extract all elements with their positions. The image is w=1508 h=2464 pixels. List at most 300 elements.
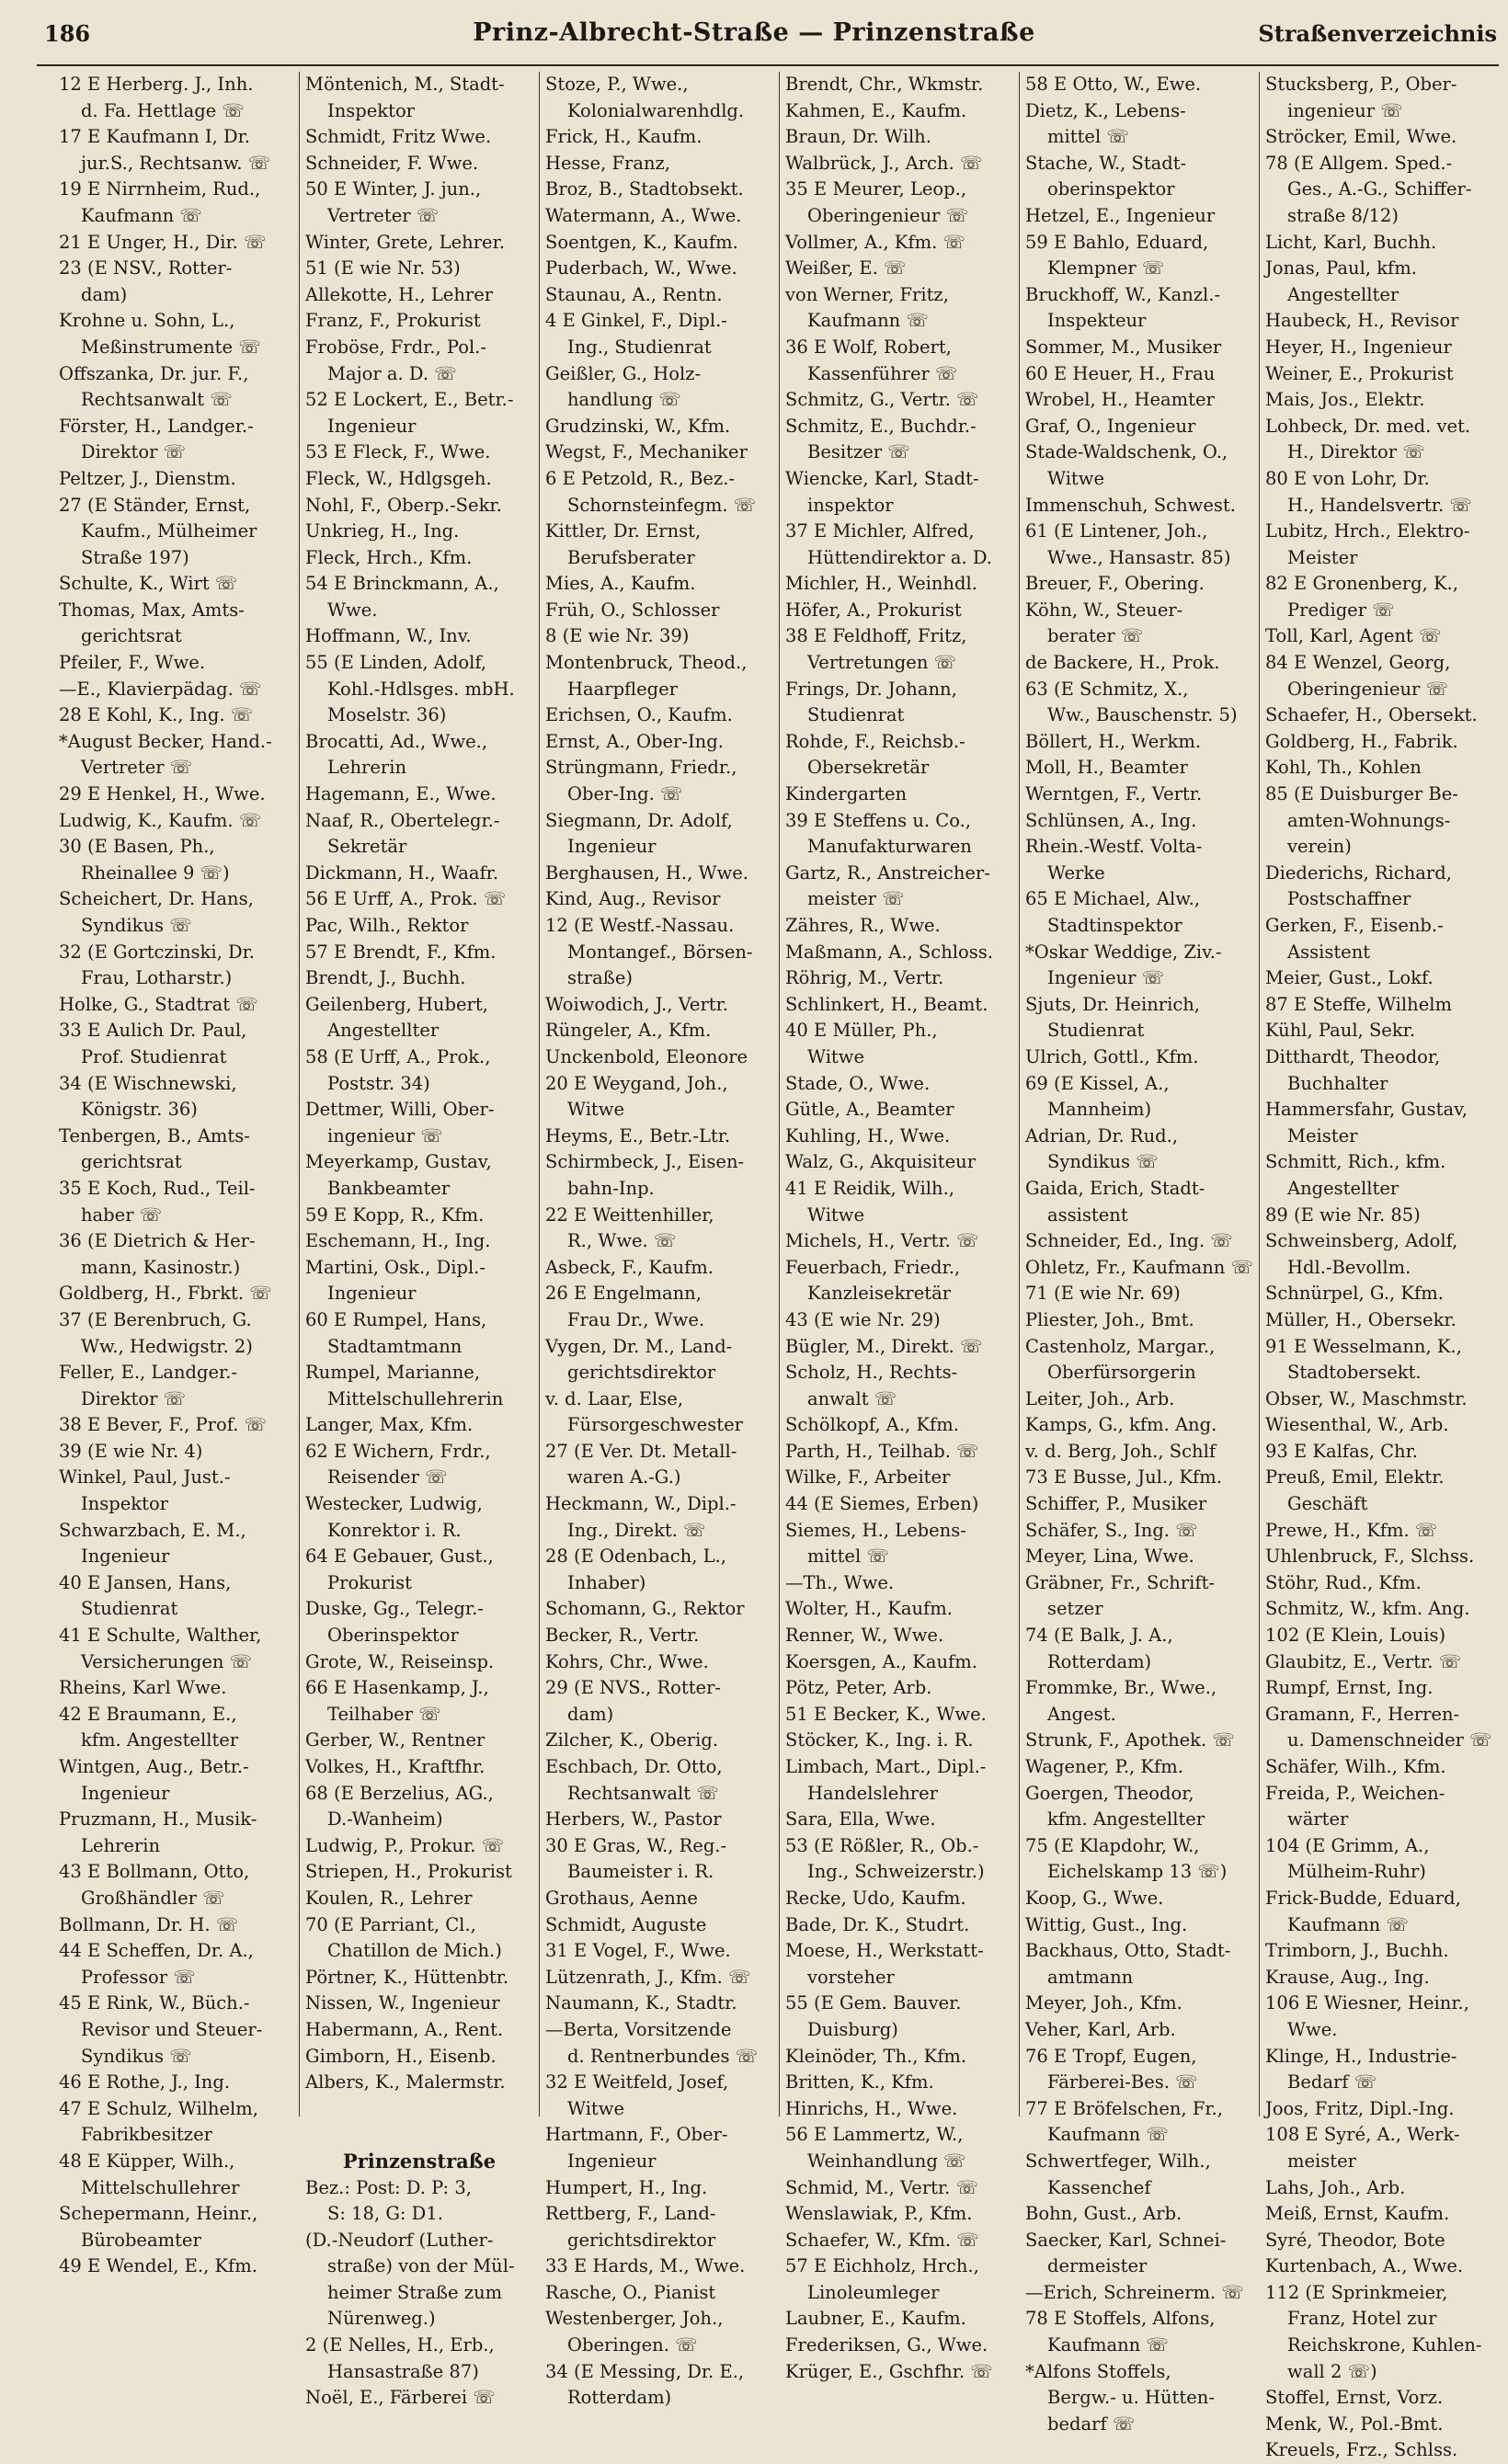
- entry-continuation: Lehrerin: [81, 1834, 161, 1856]
- directory-entry: Westecker, Ludwig,: [305, 1493, 483, 1515]
- entry-continuation: Prediger ☏: [1287, 599, 1395, 621]
- entry-continuation: Rotterdam): [1047, 1650, 1152, 1672]
- directory-entry: Koop, G., Wwe.: [1025, 1887, 1164, 1909]
- directory-entry: 48 E Küpper, Wilh.,: [59, 2150, 235, 2172]
- directory-entry: 37 E Michler, Alfred,: [785, 520, 975, 542]
- directory-entry: 56 E Urff, A., Prok. ☏: [305, 888, 507, 910]
- directory-entry: Hagemann, E., Wwe.: [305, 783, 497, 805]
- directory-entry: 65 E Michael, Alw.,: [1025, 888, 1201, 910]
- directory-entry: Gräbner, Fr., Schrift-: [1025, 1571, 1216, 1593]
- entry-continuation: S: 18, G: D1.: [327, 2203, 443, 2225]
- directory-entry: Adrian, Dr. Rud.,: [1025, 1124, 1179, 1146]
- entry-continuation: Montangef., Börsen-: [567, 941, 753, 963]
- directory-entry: Geißler, G., Holz-: [545, 362, 702, 384]
- directory-entry: 41 E Reidik, Wilh.,: [785, 1177, 954, 1199]
- directory-entry: *Alfons Stoffels,: [1025, 2360, 1171, 2382]
- directory-entry: Hartmann, F., Ober-: [545, 2124, 728, 2146]
- directory-entry: Stade-Waldschenk, O.,: [1025, 441, 1228, 463]
- directory-entry: 36 (E Dietrich & Her-: [59, 1230, 256, 1252]
- directory-entry: Menk, W., Pol.-Bmt.: [1265, 2413, 1444, 2435]
- directory-entry: Schulte, K., Wirt ☏: [59, 573, 238, 595]
- directory-entry: Feller, E., Landger.-: [59, 1362, 238, 1384]
- entry-continuation: Prokurist: [327, 1571, 412, 1593]
- directory-entry: Schweinsberg, Adolf,: [1265, 1230, 1458, 1252]
- entry-continuation: heimer Straße zum: [327, 2281, 503, 2303]
- entry-continuation: Duisburg): [807, 2018, 898, 2040]
- directory-entry: Schneider, Ed., Ing. ☏: [1025, 1230, 1233, 1252]
- directory-entry: Bez.: Post: D. P: 3,: [305, 2176, 472, 2198]
- running-title: Prinz-Albrecht-Straße — Prinzenstraße: [473, 18, 1035, 47]
- directory-entry: 106 E Wiesner, Heinr.,: [1265, 1992, 1469, 2014]
- directory-entry: Fleck, Hrch., Kfm.: [305, 546, 473, 568]
- entry-continuation: haber ☏: [81, 1203, 163, 1226]
- directory-entry: Pötz, Peter, Arb.: [785, 1677, 932, 1699]
- directory-entry: Schirmbeck, J., Eisen-: [545, 1151, 745, 1173]
- directory-entry: Schiffer, P., Musiker: [1025, 1493, 1207, 1515]
- directory-entry: Kühl, Paul, Sekr.: [1265, 1020, 1416, 1042]
- directory-entry: Rheins, Karl Wwe.: [59, 1677, 227, 1699]
- directory-entry: Dietz, K., Lebens-: [1025, 99, 1186, 121]
- directory-entry: Joos, Fritz, Dipl.-Ing.: [1265, 2097, 1455, 2119]
- directory-entry: Becker, R., Vertr.: [545, 1625, 700, 1647]
- directory-entry: Bügler, M., Direkt. ☏: [785, 1335, 983, 1357]
- directory-entry: *Oskar Weddige, Ziv.-: [1025, 941, 1222, 963]
- entry-continuation: Ingenieur: [567, 2150, 657, 2172]
- directory-entry: Wintgen, Aug., Betr.-: [59, 1756, 249, 1777]
- entry-continuation: berater ☏: [1047, 625, 1144, 647]
- directory-entry: 87 E Steffe, Wilhelm: [1265, 993, 1452, 1015]
- directory-entry: 59 E Kopp, R., Kfm.: [305, 1203, 485, 1226]
- directory-entry: 62 E Wichern, Frdr.,: [305, 1440, 491, 1462]
- directory-entry: Wittig, Gust., Ing.: [1025, 1913, 1188, 1935]
- directory-entry: Uhlenbruck, F., Slchss.: [1265, 1546, 1475, 1568]
- directory-entry: Sara, Ella, Wwe.: [785, 1808, 936, 1831]
- directory-entry: Moll, H., Beamter: [1025, 757, 1188, 779]
- directory-entry: Grothaus, Aenne: [545, 1887, 698, 1909]
- directory-entry: 30 E Gras, W., Reg.-: [545, 1834, 727, 1856]
- column-5: [1019, 72, 1259, 2435]
- directory-entry: Wilke, F., Arbeiter: [785, 1466, 951, 1489]
- directory-entry: 40 E Müller, Ph.,: [785, 1020, 938, 1042]
- directory-entry: Brendt, J., Buchh.: [305, 967, 466, 989]
- directory-entry: —Berta, Vorsitzende: [545, 2018, 732, 2040]
- entry-continuation: Stadtamtmann: [327, 1335, 463, 1357]
- entry-continuation: Mittelschullehrer: [81, 2176, 240, 2198]
- entry-continuation: meister: [1287, 2150, 1356, 2172]
- directory-entry: Ditthardt, Theodor,: [1265, 1045, 1441, 1067]
- entry-continuation: gerichtsdirektor: [567, 2229, 716, 2251]
- entry-continuation: Oberingen. ☏: [567, 2334, 698, 2356]
- entry-continuation: Fabrikbesitzer: [81, 2124, 212, 2146]
- directory-entry: Schwertfeger, Wilh.,: [1025, 2150, 1211, 2172]
- entry-continuation: Handelslehrer: [807, 1782, 938, 1804]
- directory-entry: Meyer, Lina, Wwe.: [1025, 1546, 1194, 1568]
- entry-continuation: dam): [81, 283, 128, 305]
- entry-continuation: Versicherungen ☏: [81, 1650, 253, 1672]
- directory-entry: Stache, W., Stadt-: [1025, 152, 1187, 174]
- directory-entry: 71 (E wie Nr. 69): [1025, 1283, 1181, 1305]
- directory-entry: 37 (E Berenbruch, G.: [59, 1308, 252, 1330]
- directory-entry: Goergen, Theodor,: [1025, 1782, 1194, 1804]
- directory-entry: Brendt, Chr., Wkmstr.: [785, 74, 984, 95]
- directory-entry: Preuß, Emil, Elektr.: [1265, 1466, 1445, 1489]
- directory-entry: Kohl, Th., Kohlen: [1265, 757, 1422, 779]
- directory-entry: Stucksberg, P., Ober-: [1265, 74, 1457, 95]
- entry-continuation: Obersekretär: [807, 757, 930, 779]
- directory-entry: Winter, Grete, Lehrer.: [305, 231, 505, 253]
- entry-continuation: Ingenieur: [81, 1782, 170, 1804]
- entry-continuation: Angestellter: [1287, 283, 1399, 305]
- entry-continuation: Ing., Studienrat: [567, 336, 712, 358]
- directory-entry: Ludwig, P., Prokur. ☏: [305, 1834, 505, 1856]
- directory-entry: Winkel, Paul, Just.-: [59, 1466, 231, 1489]
- entry-continuation: ingenieur ☏: [327, 1124, 443, 1146]
- entry-continuation: Manufakturwaren: [807, 836, 972, 858]
- entry-continuation: Studienrat: [1047, 1020, 1145, 1042]
- entry-continuation: Klempner ☏: [1047, 257, 1165, 279]
- directory-entry: Scheichert, Dr. Hans,: [59, 888, 254, 910]
- directory-entry: v. d. Laar, Else,: [545, 1387, 683, 1409]
- entry-continuation: Ges., A.-G., Schiffer-: [1287, 178, 1472, 200]
- directory-entry: Lahs, Joh., Arb.: [1265, 2176, 1406, 2198]
- directory-entry: Braun, Dr. Wilh.: [785, 126, 931, 148]
- directory-entry: Goldberg, H., Fabrik.: [1265, 730, 1458, 752]
- directory-entry: 52 E Lockert, E., Betr.-: [305, 389, 514, 411]
- directory-entry: Glaubitz, E., Vertr. ☏: [1265, 1650, 1462, 1672]
- directory-entry: Hoffmann, W., Inv.: [305, 625, 472, 647]
- entry-continuation: Linoleumleger: [807, 2281, 940, 2303]
- entry-continuation: verein): [1287, 836, 1352, 858]
- directory-entry: 33 E Aulich Dr. Paul,: [59, 1020, 247, 1042]
- directory-entry: Goldberg, H., Fbrkt. ☏: [59, 1283, 272, 1305]
- entry-continuation: Kaufmann ☏: [1287, 1913, 1409, 1935]
- directory-entry: Duske, Gg., Telegr.-: [305, 1598, 484, 1620]
- directory-entry: Humpert, H., Ing.: [545, 2176, 708, 2198]
- entry-continuation: inspektor: [807, 494, 894, 516]
- entry-continuation: straße): [567, 967, 633, 989]
- directory-entry: Hinrichs, H., Wwe.: [785, 2097, 958, 2119]
- directory-entry: (D.-Neudorf (Luther-: [305, 2229, 494, 2251]
- directory-entry: Peltzer, J., Dienstm.: [59, 467, 236, 489]
- entry-continuation: Rotterdam): [567, 2387, 672, 2409]
- directory-entry: 6 E Petzold, R., Bez.-: [545, 467, 735, 489]
- entry-continuation: wall 2 ☏): [1287, 2360, 1377, 2382]
- directory-entry: Schlinkert, H., Beamt.: [785, 993, 988, 1015]
- blank-line: [305, 2122, 533, 2149]
- directory-entry: Limbach, Mart., Dipl.-: [785, 1756, 987, 1777]
- directory-entry: 32 E Weitfeld, Josef,: [545, 2071, 729, 2093]
- entry-continuation: Stadtinspektor: [1047, 915, 1182, 936]
- entry-continuation: d. Fa. Hettlage ☏: [81, 99, 245, 121]
- entry-continuation: Witwe: [567, 1099, 625, 1121]
- directory-entry: Pac, Wilh., Rektor: [305, 915, 469, 936]
- directory-entry: 35 E Meurer, Leop.,: [785, 178, 967, 200]
- directory-entry: Strüngmann, Friedr.,: [545, 757, 737, 779]
- directory-entry: 41 E Schulte, Walther,: [59, 1625, 262, 1647]
- entry-continuation: handlung ☏: [567, 389, 681, 411]
- directory-entry: 102 (E Klein, Louis): [1265, 1625, 1446, 1647]
- directory-entry: 38 E Feldhoff, Fritz,: [785, 625, 967, 647]
- directory-entry: Naaf, R., Obertelegr.-: [305, 809, 500, 831]
- entry-continuation: Stadtobersekt.: [1287, 1362, 1422, 1384]
- directory-entry: Förster, H., Landger.-: [59, 415, 254, 437]
- entry-continuation: Postschaffner: [1287, 888, 1411, 910]
- directory-entry: 91 E Wesselmann, K.,: [1265, 1335, 1462, 1357]
- directory-entry: Köhn, W., Steuer-: [1025, 599, 1183, 621]
- entry-continuation: wärter: [1287, 1808, 1349, 1831]
- directory-entry: Rüngeler, A., Kfm.: [545, 1020, 712, 1042]
- directory-entry: Vollmer, A., Kfm. ☏: [785, 231, 965, 253]
- directory-entry: Frederiksen, G., Wwe.: [785, 2334, 988, 2356]
- entry-continuation: Hansastraße 87): [327, 2360, 479, 2382]
- entry-continuation: Syndikus ☏: [81, 2045, 192, 2067]
- directory-entry: Kleinöder, Th., Kfm.: [785, 2045, 967, 2067]
- directory-entry: 35 E Koch, Rud., Teil-: [59, 1177, 256, 1199]
- entry-continuation: Hdl.-Bevollm.: [1287, 1256, 1411, 1278]
- directory-entry: Zilcher, K., Oberig.: [545, 1729, 719, 1751]
- directory-entry: 112 (E Sprinkmeier,: [1265, 2281, 1448, 2303]
- directory-entry: Haubeck, H., Revisor: [1265, 310, 1459, 332]
- directory-entry: 55 (E Gem. Bauver.: [785, 1992, 962, 2014]
- entry-continuation: vorsteher: [807, 1966, 895, 1988]
- entry-continuation: R., Wwe. ☏: [567, 1230, 677, 1252]
- directory-entry: Laubner, E., Kaufm.: [785, 2308, 966, 2330]
- directory-entry: 59 E Bahlo, Eduard,: [1025, 231, 1209, 253]
- directory-entry: Schomann, G., Rektor: [545, 1598, 745, 1620]
- directory-entry: Möntenich, M., Stadt-: [305, 74, 505, 95]
- entry-continuation: straße) von der Mül-: [327, 2255, 515, 2277]
- entry-continuation: Wwe., Hansastr. 85): [1047, 546, 1231, 568]
- entry-continuation: Inspektor: [81, 1493, 169, 1515]
- directory-entry: Gramann, F., Herren-: [1265, 1703, 1460, 1725]
- directory-entry: Böllert, H., Werkm.: [1025, 730, 1202, 752]
- directory-entry: Pruzmann, H., Musik-: [59, 1808, 257, 1831]
- directory-entry: 60 E Heuer, H., Frau: [1025, 362, 1216, 384]
- directory-entry: 43 E Bollmann, Otto,: [59, 1861, 250, 1883]
- directory-entry: Breuer, F., Obering.: [1025, 573, 1205, 595]
- entry-continuation: Haarpfleger: [567, 678, 678, 700]
- entry-continuation: anwalt ☏: [807, 1387, 897, 1409]
- directory-entry: Ströcker, Emil, Wwe.: [1265, 126, 1457, 148]
- directory-entry: Sjuts, Dr. Heinrich,: [1025, 993, 1200, 1015]
- directory-entry: Frings, Dr. Johann,: [785, 678, 957, 700]
- entry-continuation: Nürenweg.): [327, 2308, 436, 2330]
- directory-entry: Licht, Karl, Buchh.: [1265, 231, 1437, 253]
- directory-entry: Unckenbold, Eleonore: [545, 1045, 748, 1067]
- directory-entry: Schlünsen, A., Ing.: [1025, 809, 1197, 831]
- entry-continuation: Rheinallee 9 ☏): [81, 861, 230, 884]
- directory-entry: 29 E Henkel, H., Wwe.: [59, 783, 266, 805]
- entry-continuation: Ingenieur ☏: [1047, 967, 1165, 989]
- directory-entry: Heyer, H., Ingenieur: [1265, 336, 1452, 358]
- directory-entry: 2 (E Nelles, H., Erb.,: [305, 2334, 495, 2356]
- directory-entry: Ernst, A., Ober-Ing.: [545, 730, 724, 752]
- entry-continuation: Kolonialwarenhdlg.: [567, 99, 745, 121]
- directory-entry: Gaida, Erich, Stadt-: [1025, 1177, 1205, 1199]
- directory-entry: 70 (E Parriant, Cl.,: [305, 1913, 476, 1935]
- directory-entry: 50 E Winter, J. jun.,: [305, 178, 482, 200]
- directory-entry: Trimborn, J., Buchh.: [1265, 1940, 1449, 1962]
- entry-continuation: Syndikus ☏: [1047, 1151, 1159, 1173]
- directory-entry: Toll, Karl, Agent ☏: [1265, 625, 1442, 647]
- directory-entry: Backhaus, Otto, Stadt-: [1025, 1940, 1231, 1962]
- directory-entry: 27 (E Ständer, Ernst,: [59, 494, 251, 516]
- entry-continuation: gerichtsrat: [81, 1151, 182, 1173]
- entry-continuation: Schornsteinfegm. ☏: [567, 494, 757, 516]
- directory-entry: Schmitz, E., Buchdr.-: [785, 415, 977, 437]
- directory-entry: Pliester, Joh., Bmt.: [1025, 1308, 1194, 1330]
- directory-entry: Allekotte, H., Lehrer: [305, 283, 494, 305]
- directory-entry: 80 E von Lohr, Dr.: [1265, 467, 1430, 489]
- directory-entry: Schwarzbach, E. M.,: [59, 1519, 246, 1541]
- entry-continuation: Berufsberater: [567, 546, 695, 568]
- directory-entry: Frommke, Br., Wwe.,: [1025, 1677, 1217, 1699]
- entry-continuation: Oberingenieur ☏: [1287, 678, 1448, 700]
- directory-entry: Wrobel, H., Heamter: [1025, 389, 1215, 411]
- entry-continuation: Mülheim-Ruhr): [1287, 1861, 1426, 1883]
- directory-entry: 34 (E Messing, Dr. E.,: [545, 2360, 745, 2382]
- directory-entry: Zähres, R., Wwe.: [785, 915, 941, 936]
- entry-continuation: Poststr. 34): [327, 1072, 430, 1094]
- directory-entry: Wolter, H., Kaufm.: [785, 1598, 953, 1620]
- directory-entry: Pörtner, K., Hüttenbtr.: [305, 1966, 509, 1988]
- directory-entry: 22 E Weittenhiller,: [545, 1203, 714, 1226]
- directory-entry: Hesse, Franz,: [545, 152, 671, 174]
- entry-continuation: Oberfürsorgerin: [1047, 1362, 1196, 1384]
- directory-entry: Bollmann, Dr. H. ☏: [59, 1913, 239, 1935]
- entry-continuation: amtmann: [1047, 1966, 1134, 1988]
- directory-entry: Asbeck, F., Kaufm.: [545, 1256, 714, 1278]
- entry-continuation: kfm. Angestellter: [1047, 1808, 1205, 1831]
- directory-entry: 104 (E Grimm, A.,: [1265, 1834, 1430, 1856]
- directory-entry: 27 (E Ver. Dt. Metall-: [545, 1440, 737, 1462]
- entry-continuation: Ingenieur: [327, 1283, 417, 1305]
- entry-continuation: Bedarf ☏: [1287, 2071, 1377, 2093]
- directory-entry: Gütle, A., Beamter: [785, 1099, 954, 1121]
- entry-continuation: gerichtsrat: [81, 625, 182, 647]
- entry-continuation: Kaufmann ☏: [1047, 2124, 1169, 2146]
- directory-entry: Klinge, H., Industrie-: [1265, 2045, 1457, 2067]
- directory-entry: 47 E Schulz, Wilhelm,: [59, 2097, 258, 2119]
- directory-entry: Stoze, P., Wwe.,: [545, 74, 689, 95]
- directory-entry: Meier, Gust., Lokf.: [1265, 967, 1434, 989]
- directory-entry: Frick, H., Kaufm.: [545, 126, 703, 148]
- directory-entry: Puderbach, W., Wwe.: [545, 257, 737, 279]
- directory-entry: Parth, H., Teilhab. ☏: [785, 1440, 979, 1462]
- entry-continuation: oberinspektor: [1047, 178, 1175, 200]
- entry-continuation: d. Rentnerbundes ☏: [567, 2045, 759, 2067]
- directory-entry: 61 (E Lintener, Joh.,: [1025, 520, 1208, 542]
- entry-continuation: Revisor und Steuer-: [81, 2018, 263, 2040]
- directory-entry: Nissen, W., Ingenieur: [305, 1992, 500, 2014]
- directory-entry: Bohn, Gust., Arb.: [1025, 2203, 1182, 2225]
- directory-entry: *August Becker, Hand.-: [59, 730, 272, 752]
- directory-entry: Moese, H., Werkstatt-: [785, 1940, 984, 1962]
- directory-entry: Berghausen, H., Wwe.: [545, 861, 748, 884]
- directory-entry: Gerber, W., Rentner: [305, 1729, 486, 1751]
- entry-continuation: Witwe: [567, 2097, 625, 2119]
- directory-entry: Heckmann, W., Dipl.-: [545, 1493, 737, 1515]
- entry-continuation: Ing., Direkt. ☏: [567, 1519, 706, 1541]
- blank-line: [305, 2096, 533, 2123]
- entry-continuation: Assistent: [1287, 941, 1371, 963]
- directory-entry: Pfeiler, F., Wwe.: [59, 652, 206, 674]
- directory-entry: 44 (E Siemes, Erben): [785, 1493, 979, 1515]
- entry-continuation: jur.S., Rechtsanw. ☏: [81, 152, 271, 174]
- entry-continuation: Ober-Ing. ☏: [567, 783, 683, 805]
- directory-entry: 20 E Weygand, Joh.,: [545, 1072, 728, 1094]
- directory-entry: 39 E Steffens u. Co.,: [785, 809, 972, 831]
- directory-entry: 36 E Wolf, Robert,: [785, 336, 952, 358]
- directory-entry: 46 E Rothe, J., Ing.: [59, 2071, 231, 2093]
- directory-columns: [59, 72, 1499, 2461]
- entry-continuation: Teilhaber ☏: [327, 1703, 441, 1725]
- directory-entry: Siemes, H., Lebens-: [785, 1519, 966, 1541]
- entry-continuation: mann, Kasinostr.): [81, 1256, 241, 1278]
- directory-entry: Kurtenbach, A., Wwe.: [1265, 2255, 1464, 2277]
- directory-entry: 29 (E NVS., Rotter-: [545, 1677, 722, 1699]
- directory-entry: 32 (E Gortczinski, Dr.: [59, 941, 255, 963]
- directory-entry: 78 E Stoffels, Alfons,: [1025, 2308, 1216, 2330]
- entry-continuation: Fürsorgeschwester: [567, 1414, 743, 1436]
- directory-entry: 75 (E Klapdohr, W.,: [1025, 1834, 1200, 1856]
- directory-entry: Kind, Aug., Revisor: [545, 888, 721, 910]
- directory-entry: Kamps, G., kfm. Ang.: [1025, 1414, 1217, 1436]
- directory-entry: Renner, W., Wwe.: [785, 1625, 944, 1647]
- entry-continuation: Bürobeamter: [81, 2229, 201, 2251]
- entry-continuation: Reisender ☏: [327, 1466, 448, 1489]
- directory-entry: 85 (E Duisburger Be-: [1265, 783, 1458, 805]
- directory-entry: Thomas, Max, Amts-: [59, 599, 245, 621]
- directory-entry: Wagener, P., Kfm.: [1025, 1756, 1183, 1777]
- column-4: [779, 72, 1019, 2382]
- entry-continuation: Kaufmann ☏: [1047, 2334, 1169, 2356]
- entry-continuation: Franz, Hotel zur: [1287, 2308, 1437, 2330]
- directory-entry: Staunau, A., Rentn.: [545, 283, 723, 305]
- entry-continuation: Witwe: [1047, 467, 1105, 489]
- directory-entry: Müller, H., Obersekr.: [1265, 1308, 1457, 1330]
- entry-continuation: Inspektor: [327, 99, 416, 121]
- directory-entry: Jonas, Paul, kfm.: [1265, 257, 1417, 279]
- entry-continuation: Weinhandlung ☏: [807, 2150, 966, 2172]
- entry-continuation: Frau, Lotharstr.): [81, 967, 233, 989]
- directory-entry: Syré, Theodor, Bote: [1265, 2229, 1445, 2251]
- directory-entry: Schmitt, Rich., kfm.: [1265, 1151, 1446, 1173]
- directory-entry: 31 E Vogel, F., Wwe.: [545, 1940, 731, 1962]
- directory-entry: Soentgen, K., Kaufm.: [545, 231, 738, 253]
- directory-entry: Schaefer, W., Kfm. ☏: [785, 2229, 979, 2251]
- directory-entry: 63 (E Schmitz, X.,: [1025, 678, 1189, 700]
- directory-entry: Krüger, E., Gschfhr. ☏: [785, 2360, 993, 2382]
- directory-entry: Rohde, F., Reichsb.-: [785, 730, 965, 752]
- directory-entry: 39 (E wie Nr. 4): [59, 1440, 203, 1462]
- directory-entry: Walz, G., Akquisiteur: [785, 1151, 977, 1173]
- directory-entry: 4 E Ginkel, F., Dipl.-: [545, 310, 727, 332]
- entry-continuation: Königstr. 36): [81, 1099, 198, 1121]
- directory-entry: 53 (E Rößler, R., Ob.-: [785, 1834, 979, 1856]
- directory-entry: Erichsen, O., Kaufm.: [545, 704, 733, 726]
- directory-entry: Werntgen, F., Vertr.: [1025, 783, 1203, 805]
- directory-entry: Schnürpel, G., Kfm.: [1265, 1283, 1444, 1305]
- directory-entry: Schepermann, Heinr.,: [59, 2203, 258, 2225]
- directory-entry: Wiencke, Karl, Stadt-: [785, 467, 979, 489]
- entry-continuation: Bankbeamter: [327, 1177, 451, 1199]
- entry-continuation: amten-Wohnungs-: [1287, 809, 1451, 831]
- entry-continuation: waren A.-G.): [567, 1466, 681, 1489]
- entry-continuation: D.-Wanheim): [327, 1808, 443, 1831]
- directory-entry: Mies, A., Kaufm.: [545, 573, 696, 595]
- directory-entry: Michler, H., Weinhdl.: [785, 573, 977, 595]
